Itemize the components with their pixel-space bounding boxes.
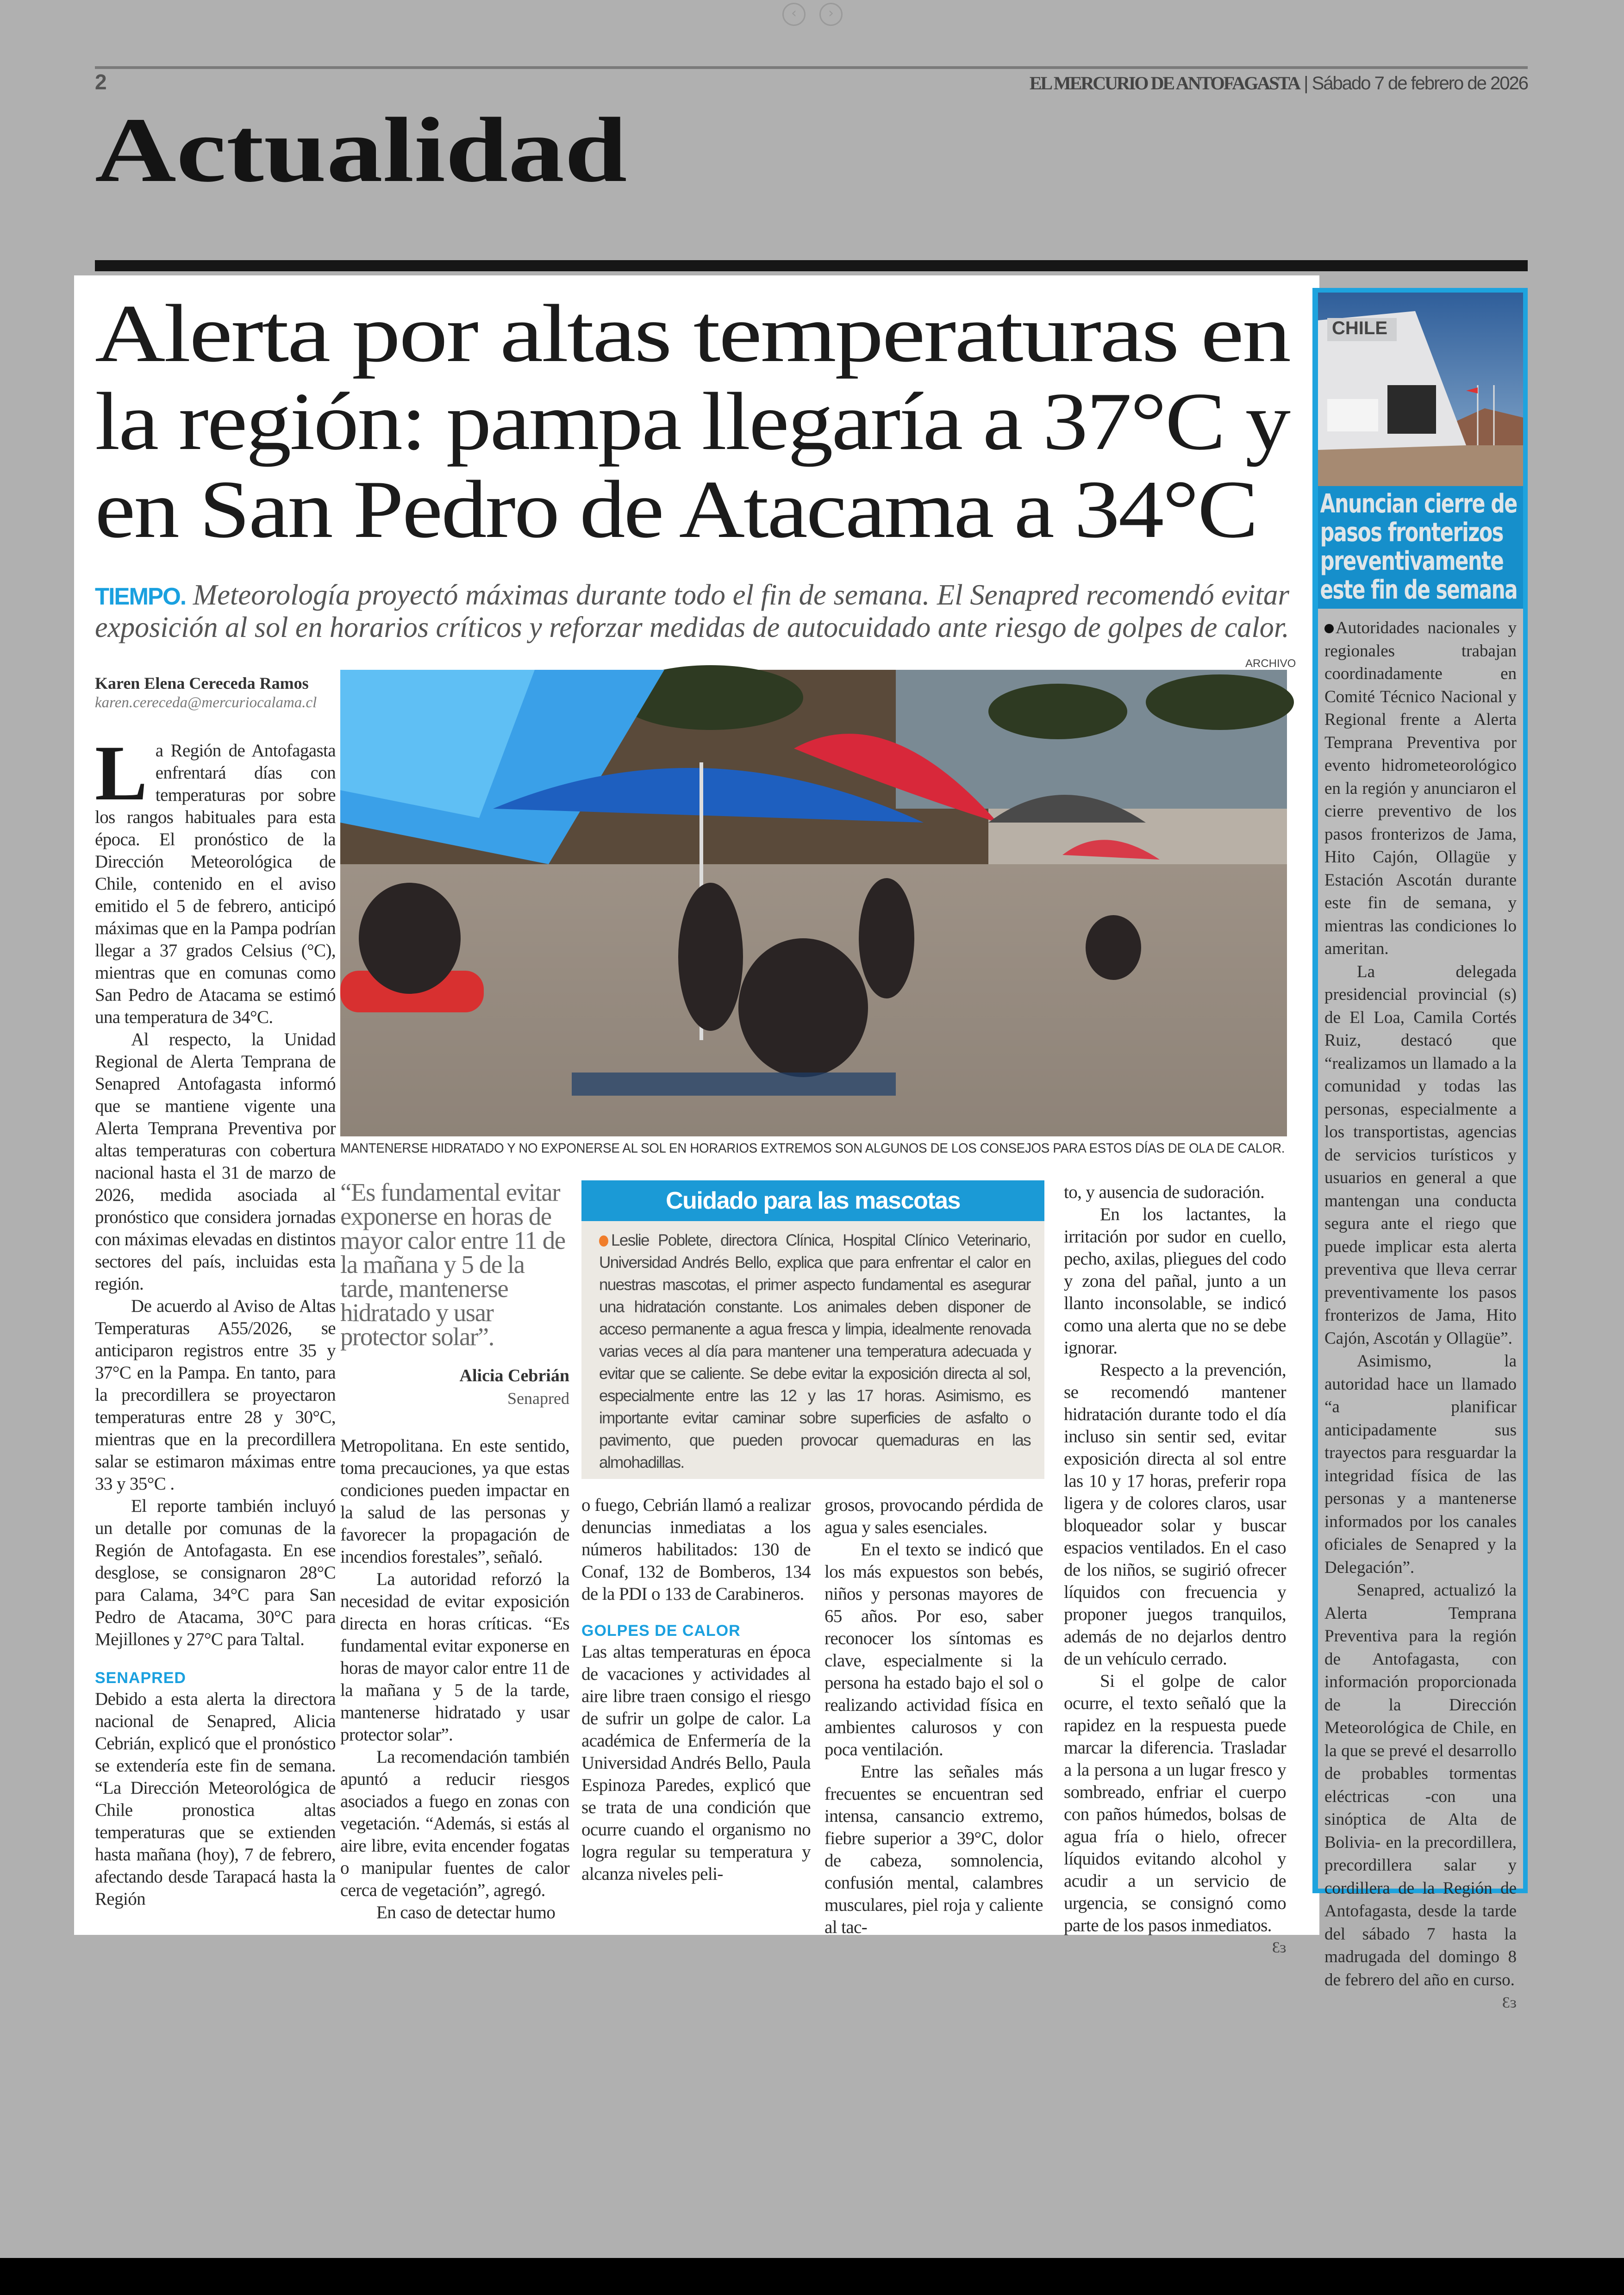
end-of-article-icon: Ɛɜ	[1502, 1994, 1517, 2011]
masthead	[1030, 72, 1528, 94]
paragraph: De acuerdo al Aviso de Altas Temperaturas A55/2026, se anticiparon registros entre 35 y 37°C en la Pampa. En tanto, para la precordillera se proyectaron temperaturas entre 28 y 30°C, mientras que en la precordillera salar se estimaron máximas entre 33 y 35°C .	[95, 1296, 336, 1494]
pull-quote: “Es fundamental evitar exponerse en horas de mayor calor entre 11 de la mañana y 5 de la tarde, mantenerse hidratado y usar protector solar”.	[340, 1178, 565, 1351]
author-name: Karen Elena Cereceda Ramos	[95, 674, 309, 692]
article-column-2	[340, 1435, 569, 1924]
subhead-senapred: SENAPRED	[95, 1669, 186, 1687]
newspaper-name: EL MERCURIO DE ANTOFAGASTA	[1029, 73, 1299, 94]
headline	[95, 289, 1289, 553]
sign-text: CHILE	[1332, 318, 1387, 338]
end-of-article-icon: Ɛɜ	[1272, 1939, 1286, 1956]
paragraph: Respecto a la prevención, se recomendó mantener hidratación durante todo el día incluso sin sentir sed, evitar exposición directa al sol entre las 10 y 17 horas, preferir ropa ligera y de colores claros, usar bloqueador solar y buscar espacios ventilados. En el caso de los niños, se sugirió ofrecer líquidos con frecuencia y proponer juegos tranquilos, además de no dejarlos dentro de un vehículo cerrado.	[1064, 1360, 1286, 1669]
deck-text: Meteorología proyectó máximas durante todo el fin de semana. El Senapred recomendó evitar	[186, 578, 1289, 611]
deck	[95, 579, 1289, 643]
chevron-left-icon: ‹	[791, 5, 797, 21]
header-rule	[95, 66, 1528, 69]
headline-line: Alerta por altas temperaturas en	[95, 287, 1290, 379]
paragraph: Autoridades nacionales y regionales trabajan coordinadamente en Comité Técnico Nacional y Regional frente a Alerta Temprana Preventiva por evento hidrometeorológico en la región y anunciaron el cierre preventivo de los pasos fronterizos de Jama, Hito Cajón, Ollagüe y Estación Ascotán durante este fin de semana, y mientras las condiciones lo ameritan.	[1324, 618, 1517, 958]
paragraph: En caso de detectar humo	[376, 1902, 556, 1922]
paragraph: Al respecto, la Unidad Regional de Alerta Temprana de Senapred Antofagasta informó que se mantiene vigente una Alerta Temprana Preventiva por altas temperaturas con cobertura nacional hasta el 31 de marzo de 2026, medida asociada al pronóstico que considera jornadas con máximas elevadas en distintos sectores del país, incluidas esta región.	[95, 1029, 336, 1294]
page-number: 2	[95, 70, 107, 94]
quote-author: Alicia Cebrián	[459, 1366, 569, 1385]
pets-box-text: Leslie Poblete, directora Clínica, Hospital Clínico Veterinario, Universidad Andrés Bello, explica que para enfrentar el calor en nuestras mascotas, el primer aspecto fundamental es asegurar una hidratación constante. Los animales deben disponer de acceso permanente a agua fresca y limpia, idealmente renovada varias veces al día para mantener una temperatura adecuada y evitar que se caliente. Se debe evitar la exposición directa al sol, especialmente entre las 12 y las 17 horas. Asimismo, es importante evitar caminar sobre superficies de asfalto o pavimento, que pueden provocar quemaduras en las almohadillas.	[599, 1231, 1031, 1472]
paragraph: to, y ausencia de sudoración.	[1064, 1182, 1265, 1202]
paragraph: En los lactantes, la irritación por sudor en cuello, pecho, axilas, pliegues del codo y zona del pañal, junto a un llanto inconsolable, se indicó como una alerta que no se debe ignorar.	[1064, 1204, 1286, 1358]
subhead-golpes-de-calor: GOLPES DE CALOR	[581, 1622, 741, 1640]
beach-photo	[340, 670, 1287, 1136]
border-post-image	[1318, 293, 1523, 486]
headline-line: la región: pampa llegaría a 37°C y	[95, 375, 1289, 467]
article-column-5	[1064, 1181, 1286, 1959]
author-email[interactable]: karen.cereceda@mercuriocalama.cl	[95, 694, 317, 711]
paragraph: Debido a esta alerta la directora nacional de Senapred, Alicia Cebrián, explicó que el pronóstico se extendería este fin de semana. “La Dirección Meteorológica de Chile pronostica altas temperaturas que se extienden hasta mañana (hoy), 7 de febrero, afectando desde Tarapacá hasta la Región	[95, 1689, 336, 1909]
article-column-4	[824, 1494, 1043, 1939]
sidebar-text	[1324, 617, 1517, 2014]
paragraph: Las altas temperaturas en época de vacaciones y actividades al aire libre traen consigo el riesgo de sufrir un golpe de calor. La académica de Enfermería de la Universidad Andrés Bello, Paula Espinoza Paredes, explicó que se trata de una condición que ocurre cuando el organismo no logra regular su temperatura y alcanza niveles peli-	[581, 1642, 811, 1884]
paragraph: Metropolitana. En este sentido, toma precauciones, ya que estas condiciones pueden impactar en la salud de las personas y favorecer la propagación de incendios forestales”, señaló.	[340, 1436, 569, 1567]
paragraph: La recomendación también apuntó a reducir riesgos asociados a fuego en zonas con vegetación. “Además, si estás al aire libre, evita encender fogatas o manipular fuentes de calor cerca de vegetación”, agregó.	[340, 1747, 569, 1900]
photo-credit: ARCHIVO	[1245, 657, 1296, 670]
paragraph: Senapred, actualizó la Alerta Temprana Preventiva para la región de Antofagasta, con información proporcionada de la Dirección Meteorológica de Chile, en la que se prevé el desarrollo de probables tormentas eléctricas -con una sinóptica de Alta de Bolivia- en la precordillera, precordillera salar y cordillera de la Región de Antofagasta, desde la tarde del sábado 7 hasta la madrugada del domingo 8 de febrero del año en curso. Ɛɜ	[1324, 1579, 1517, 1991]
issue-date: | Sábado 7 de febrero de 2026	[1299, 73, 1528, 94]
bottom-bar	[0, 2258, 1624, 2295]
pets-care-box	[581, 1180, 1044, 1479]
paragraph: Asimismo, la autoridad hace un llamado “a planificar anticipadamente sus trayectos para resguardar la integridad física de las personas y a mantenerse informados por los canales oficiales de Senapred y la Delegación”.	[1324, 1352, 1517, 1577]
paragraph: El reporte también incluyó un detalle por comunas de la Región de Antofagasta. En ese desglose, se consignaron 28°C para Calama, 34°C para San Pedro de Atacama, 30°C para Mejillones y 27°C para Taltal.	[95, 1496, 336, 1649]
sidebar-border-crossings	[1312, 288, 1528, 2011]
section-title: Actualidad	[95, 99, 627, 201]
chevron-right-icon: ›	[828, 5, 834, 21]
paragraph: La Región de Antofagasta enfrentará días con temperaturas por sobre los rangos habituales para esta época. El pronóstico de la Dirección Meteorológica de Chile, contenido en el aviso emitido el 5 de febrero, anticipó máximas que en la Pampa podrían llegar a 37 grados Celsius (°C), mientras que en comunas como San Pedro de Atacama se estimó una temperatura de 34°C.	[95, 730, 336, 1027]
bullet-icon	[1324, 624, 1334, 633]
drop-cap: L	[95, 730, 147, 817]
paragraph: La delegada presidencial provincial (s) de El Loa, Camila Cortés Ruiz, destacó que “realizamos un llamado a la comunidad y todas las personas, especialmente a los transportistas, agencias de servicios turísticos y usuarios en general a que mantengan una conducta segura ante el riego que puede implicar esta alerta preventiva que lleva cerrar preventivamente los pasos fronterizos de Jama, Hito Cajón, Ascotán y Ollagüe”.	[1324, 962, 1517, 1348]
paragraph: Entre las señales más frecuentes se encuentran sed intensa, cansancio extremo, fiebre superior a 39°C, dolor de cabeza, somnolencia, confusión mental, calambres musculares, piel roja y caliente al tac-	[824, 1762, 1043, 1937]
paragraph: Si el golpe de calor ocurre, el texto señaló que la rapidez en la respuesta puede marcar la diferencia. Trasladar a la persona a un lugar fresco y sombreado, enfriar el cuerpo con paños húmedos, bolsas de agua fría o hielo, ofrecer líquidos evitando alcohol y acudir a un servicio de urgencia, se consignó como parte de los pasos inmediatos. Ɛɜ	[1064, 1670, 1286, 1937]
paragraph: En el texto se indicó que los más expuestos son bebés, niños y personas mayores de 65 años. Por eso, saber reconocer los síntomas es clave, especialmente si la persona ha estado bajo el sol o realizando actividad física en ambientes calurosos y con poca ventilación.	[824, 1540, 1043, 1759]
next-page-button[interactable]	[819, 3, 843, 26]
paragraph: o fuego, Cebrián llamó a realizar denuncias inmediatas a los números habilitados: 130 de Conaf, 132 de Bomberos, 134 de la PDI o 133 de Carabineros.	[581, 1495, 811, 1604]
orange-bullet-icon	[599, 1235, 608, 1247]
beach-umbrellas-image	[340, 670, 1287, 1136]
deck-text: exposición al sol en horarios críticos y reforzar medidas de autocuidado ante riesgo de golpes de calor.	[95, 611, 1289, 643]
paragraph: grosos, provocando pérdida de agua y sales esenciales.	[824, 1495, 1043, 1537]
pets-box-title: Cuidado para las mascotas	[581, 1180, 1044, 1221]
article-column-3	[581, 1494, 811, 1885]
photo-caption: MANTENERSE HIDRATADO Y NO EXPONERSE AL SOL EN HORARIOS EXTREMOS SON ALGUNOS DE LOS CONSEJOS PARA ESTOS DÍAS DE OLA DE CALOR.	[340, 1141, 1285, 1156]
previous-page-button[interactable]	[782, 3, 806, 26]
section-rule	[95, 260, 1528, 271]
quote-author-role: Senapred	[507, 1389, 569, 1408]
article-column-1	[95, 730, 336, 1910]
deck-kicker: TIEMPO.	[95, 583, 186, 610]
headline-line: en San Pedro de Atacama a 34°C	[95, 463, 1257, 555]
paragraph: La autoridad reforzó la necesidad de evitar exposición directa en horas críticas. “Es fundamental evitar exponerse en horas de mayor calor entre 11 de la mañana y 5 de la tarde, mantenerse hidratado y usar protector solar”.	[340, 1569, 569, 1745]
sidebar-headline: Anuncian cierre de pasos fronterizos preventivamente este fin de semana	[1318, 486, 1523, 609]
border-post-photo	[1318, 293, 1523, 486]
